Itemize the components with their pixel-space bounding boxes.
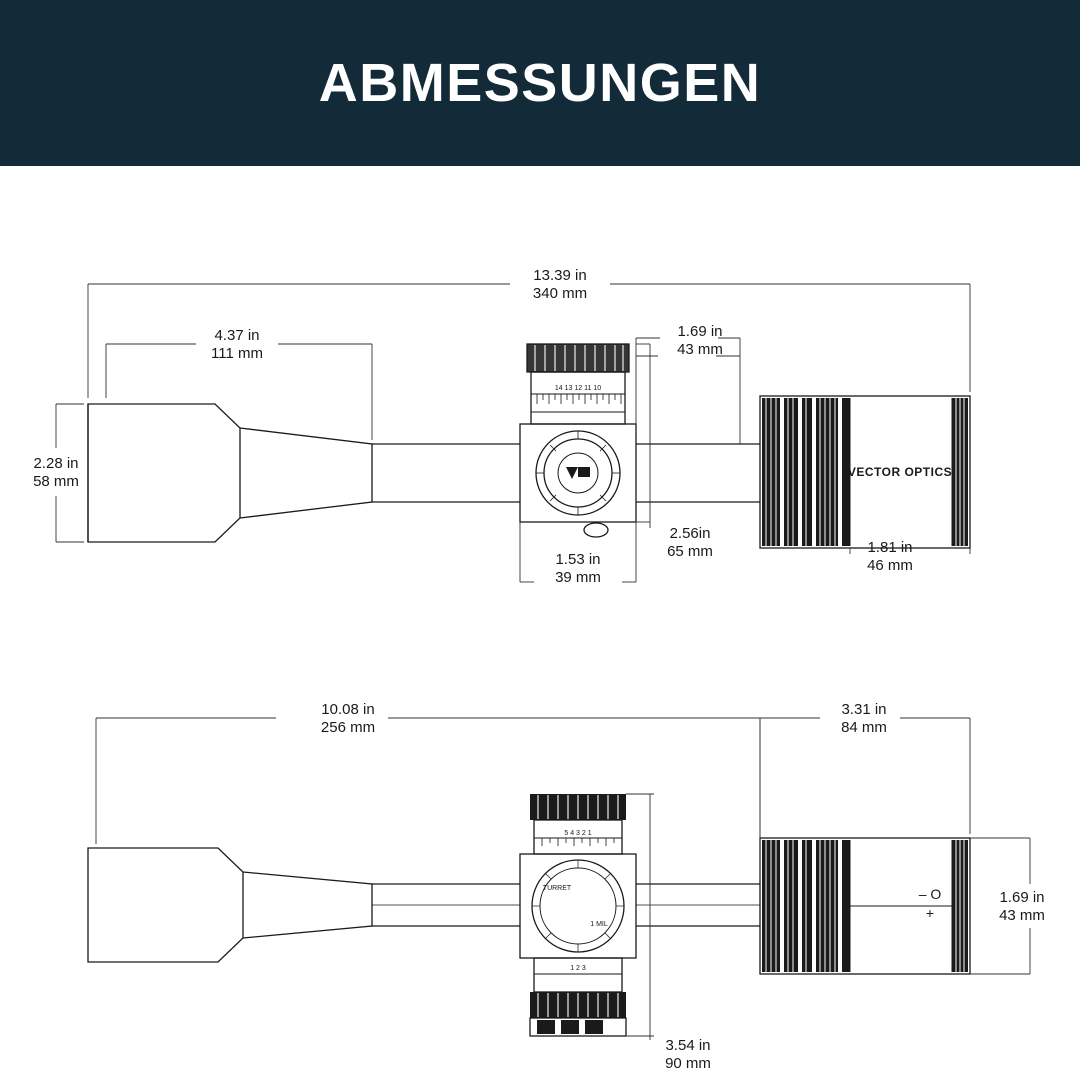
- eyepiece-top: [760, 838, 970, 974]
- turret-span-label-mm: 90 mm: [665, 1055, 711, 1072]
- diopter-plus-mark: +: [925, 905, 935, 921]
- front-length-label-mm: 111 mm: [211, 345, 263, 362]
- turret-base-label-inch: 1.53 in: [555, 551, 601, 568]
- eyepiece-ribs-side: [762, 398, 850, 546]
- objective-bell-top: [88, 848, 372, 962]
- main-tube-side: [372, 444, 760, 502]
- turret-base-label-mm: 39 mm: [555, 569, 601, 586]
- brand-label-side: VECTOR OPTICS: [847, 465, 953, 479]
- header-banner: [0, 0, 1080, 166]
- elevation-turret-side: [527, 344, 629, 424]
- turret-span-label-inch: 3.54 in: [665, 1037, 711, 1054]
- scope-top-view: [88, 701, 1045, 1072]
- diagram-area: [0, 166, 1080, 1080]
- eyepiece-diameter-label-mm: 43 mm: [999, 907, 1045, 924]
- turret-eyepiece-label-inch: 1.69 in: [677, 323, 723, 340]
- objective-diameter-label-mm: 58 mm: [33, 473, 79, 490]
- side-focus-knob: [584, 523, 608, 537]
- objective-bell-side: [88, 404, 372, 542]
- parallax-dial-side: [536, 431, 620, 515]
- vector-optics-logo-icon: [566, 467, 590, 479]
- eyepiece-ribs-top: [762, 840, 850, 972]
- turret-scale-numbers-side: 14 13 12 11 10: [554, 385, 602, 392]
- eyepiece-rear-ribs-top: [952, 840, 968, 972]
- scope-side-view: [33, 267, 970, 586]
- rear-length-label-inch: 3.31 in: [841, 701, 887, 718]
- diopter-minus-mark: – O: [918, 886, 942, 902]
- total-length-label-mm: 340 mm: [532, 285, 588, 302]
- rear-section-length-dimension: [760, 718, 970, 838]
- eyepiece-length-label-mm: 46 mm: [867, 557, 913, 574]
- front-length-label-inch: 4.37 in: [214, 327, 260, 344]
- rear-length-label-mm: 84 mm: [841, 719, 887, 736]
- elevation-turret-top: [530, 958, 626, 1036]
- turret-height-label-mm: 65 mm: [667, 543, 713, 560]
- windage-turret-top: [530, 794, 626, 854]
- turret-eyepiece-label-mm: 43 mm: [677, 341, 723, 358]
- turret-scale-band: [531, 394, 625, 412]
- turret-height-label-inch: 2.56in: [669, 525, 711, 542]
- front-turret-label-inch: 10.08 in: [321, 701, 375, 718]
- elevation-scale-numbers: 1 2 3: [570, 965, 586, 972]
- eyepiece-diameter-label-inch: 1.69 in: [999, 889, 1045, 906]
- center-dial-top: [532, 860, 624, 952]
- page-title: ABMESSUNGEN: [318, 53, 762, 113]
- total-length-label-inch: 13.39 in: [533, 267, 587, 284]
- windage-scale-numbers: 5 4 3 2 1: [564, 830, 592, 837]
- dial-label-right: 1 MIL: [590, 921, 608, 928]
- eyepiece-side: [760, 396, 970, 548]
- front-turret-label-mm: 256 mm: [320, 719, 376, 736]
- turret-span-dimension: [626, 794, 654, 1040]
- eyepiece-diameter-dimension: [970, 838, 1030, 974]
- scope-dimension-drawing: [0, 166, 1080, 1080]
- turret-height-dimension: [636, 344, 650, 528]
- eyepiece-rear-ribs-side: [952, 398, 968, 546]
- diopter-marks-icon: [919, 886, 942, 921]
- eyepiece-length-label-inch: 1.81 in: [867, 539, 913, 556]
- dial-label-left: TURRET: [542, 885, 572, 892]
- objective-diameter-label-inch: 2.28 in: [33, 455, 79, 472]
- front-to-turret-dimension: [96, 718, 760, 880]
